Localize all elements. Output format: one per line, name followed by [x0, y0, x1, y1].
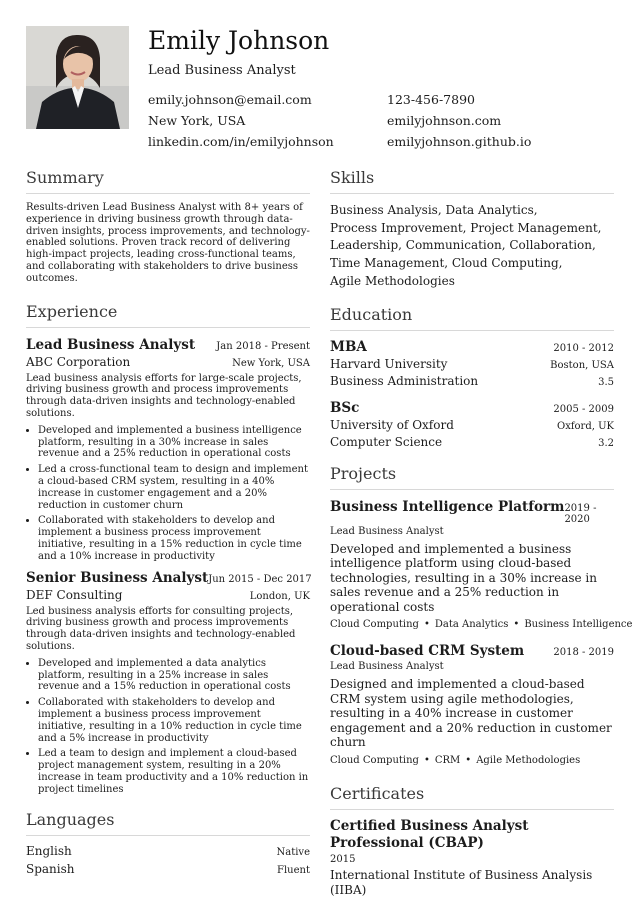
- skills-list: [330, 202, 614, 291]
- job-dates: Jan 2018 - Present: [216, 340, 310, 352]
- education-dates: 2010 - 2012: [553, 342, 614, 354]
- right-column: [330, 168, 633, 898]
- education-dates: 2005 - 2009: [553, 403, 614, 415]
- project-tag: Agile Methodologies: [476, 754, 581, 766]
- institution-name: University of Oxford: [330, 417, 454, 432]
- job-description: Lead business analysis efforts for large-scale projects, driving business growth and process improvements through data-driven insights and technology-enabled solutions.: [26, 372, 302, 419]
- project-entry: [330, 642, 614, 768]
- skills-line: Agile Methodologies: [330, 273, 455, 288]
- field-of-study: Computer Science: [330, 434, 443, 449]
- job-dates: Jun 2015 - Dec 2017: [208, 573, 312, 585]
- projects-heading: Projects: [330, 464, 614, 490]
- project-tag: Cloud Computing: [330, 754, 419, 766]
- location-text: New York, USA: [148, 113, 246, 128]
- summary-section: [26, 168, 310, 285]
- certificate-entry: [330, 818, 614, 898]
- institution-location: Oxford, UK: [557, 420, 614, 432]
- project-tag: Cloud Computing: [330, 619, 419, 631]
- field-of-study: Business Administration: [330, 373, 479, 388]
- job-bullet: • Developed and implemented a data analytics platform, resulting in a 25% increase in sales revenue and a 15% reduction in operational costs: [38, 658, 310, 693]
- job-location: New York, USA: [232, 357, 310, 369]
- gpa-value: 3.5: [598, 376, 614, 388]
- skills-line: Process Improvement, Project Management,: [330, 220, 602, 235]
- phone-number[interactable]: 123-456-7890: [387, 92, 475, 107]
- person-portrait-icon: [26, 26, 129, 129]
- skills-section: [330, 168, 614, 291]
- project-title: Cloud-based CRM System: [330, 643, 525, 660]
- job-entry: [26, 569, 310, 796]
- project-title: Business Intelligence Platform: [330, 498, 565, 515]
- project-dates: 2018 - 2019: [553, 647, 614, 659]
- projects-section: [330, 463, 633, 768]
- project-description: Designed and implemented a cloud-based CRM system using agile methodologies, resulting in a 40% increase in customer engagement and a 20% reduction in customer churn: [330, 677, 612, 750]
- job-company: ABC Corporation: [26, 354, 131, 369]
- institution-location: Boston, USA: [550, 359, 614, 371]
- certificate-issuer: International Institute of Business Analysis (IIBA): [330, 867, 593, 897]
- job-bullets: [26, 658, 310, 796]
- language-level: Native: [276, 847, 310, 859]
- job-entry: [26, 336, 310, 563]
- job-company: DEF Consulting: [26, 587, 123, 602]
- certificate-year: 2015: [330, 853, 356, 865]
- project-role: Lead Business Analyst: [330, 661, 444, 673]
- job-bullet: • Led a team to design and implement a cloud-based project management system, resulting in a 20% increase in team productivity and a 10% reduction in project timelines: [38, 748, 310, 795]
- profile-photo: [26, 26, 129, 129]
- skills-line: Time Management, Cloud Computing,: [330, 256, 563, 271]
- project-description: Developed and implemented a business intelligence platform using cloud-based technologies, resulting in a 30% increase in sales revenue and a 25% reduction in operational costs: [330, 541, 597, 614]
- separator-dot: •: [423, 754, 430, 766]
- job-title: Senior Business Analyst: [26, 569, 209, 586]
- language-level: Fluent: [277, 865, 310, 877]
- job-bullet: • Collaborated with stakeholders to develop and implement a business process improvement initiative, resulting in a 10% reduction in cycle time and a 5% increase in productivity: [38, 697, 310, 744]
- job-bullet: • Led a cross-functional team to design and implement a cloud-based CRM system, resulting in a 40% increase in customer engagement and a 20% reduction in customer churn: [38, 464, 310, 511]
- project-tags: [330, 754, 614, 768]
- job-location: London, UK: [249, 590, 310, 602]
- project-tag: Data Analytics: [434, 619, 509, 631]
- project-tag: CRM: [434, 754, 461, 766]
- email-link[interactable]: emily.johnson@email.com: [148, 92, 312, 107]
- skills-line: Leadership, Communication, Collaboration,: [330, 238, 596, 253]
- degree-name: MBA: [330, 338, 367, 355]
- skills-line: Business Analysis, Data Analytics,: [330, 203, 538, 217]
- institution-name: Harvard University: [330, 356, 448, 371]
- separator-dot: •: [423, 619, 430, 631]
- languages-heading: Languages: [26, 810, 310, 836]
- project-tag: Business Intelligence: [524, 619, 633, 631]
- experience-heading: Experience: [26, 302, 310, 328]
- language-name: Spanish: [26, 862, 75, 877]
- summary-heading: Summary: [26, 168, 310, 194]
- experience-section: [26, 302, 310, 796]
- education-section: [330, 305, 614, 451]
- summary-text: Results-driven Lead Business Analyst with 8+ years of experience in driving business growth through data-driven insights, process improvements, and technology-enabled solutions. Proven track record of delivering high-impact projects, leading cross-functional teams, and collaborating with stakeholders to drive business outcomes.: [26, 202, 310, 284]
- project-entry: [330, 498, 633, 633]
- certificates-section: [330, 784, 614, 898]
- job-description: Led business analysis efforts for consulting projects, driving business growth and process improvements through data-driven insights and technology-enabled solutions.: [26, 605, 296, 652]
- project-tags: [330, 618, 633, 632]
- linkedin-link[interactable]: linkedin.com/in/emilyjohnson: [148, 134, 334, 149]
- language-row: [26, 844, 310, 859]
- separator-dot: •: [513, 619, 520, 631]
- github-link[interactable]: emilyjohnson.github.io: [387, 134, 532, 149]
- education-entry: [330, 400, 614, 451]
- job-bullet: • Collaborated with stakeholders to develop and implement a business process improvement initiative, resulting in a 15% reduction in cycle time and a 10% increase in productivity: [38, 515, 310, 562]
- job-bullet: • Developed and implemented a business intelligence platform, resulting in a 30% increase in sales revenue and a 25% reduction in operational costs: [38, 425, 310, 460]
- separator-dot: •: [465, 754, 472, 766]
- certificate-title: Certified Business Analyst Professional (CBAP): [330, 817, 529, 851]
- gpa-value: 3.2: [598, 437, 614, 449]
- website-link[interactable]: emilyjohnson.com: [387, 113, 502, 128]
- candidate-title: Lead Business Analyst: [148, 63, 296, 78]
- degree-name: BSc: [330, 399, 360, 416]
- certificates-heading: Certificates: [330, 784, 614, 810]
- job-bullets: [26, 425, 310, 563]
- candidate-name: Emily Johnson: [148, 26, 330, 55]
- project-dates: 2019 - 2020: [564, 502, 597, 525]
- skills-heading: Skills: [330, 168, 614, 194]
- language-row: [26, 862, 310, 877]
- project-role: Lead Business Analyst: [330, 525, 444, 537]
- job-title: Lead Business Analyst: [26, 336, 196, 353]
- education-heading: Education: [330, 305, 614, 331]
- languages-section: [26, 810, 310, 877]
- language-name: English: [26, 844, 72, 859]
- left-column: [26, 168, 310, 880]
- education-entry: [330, 339, 614, 390]
